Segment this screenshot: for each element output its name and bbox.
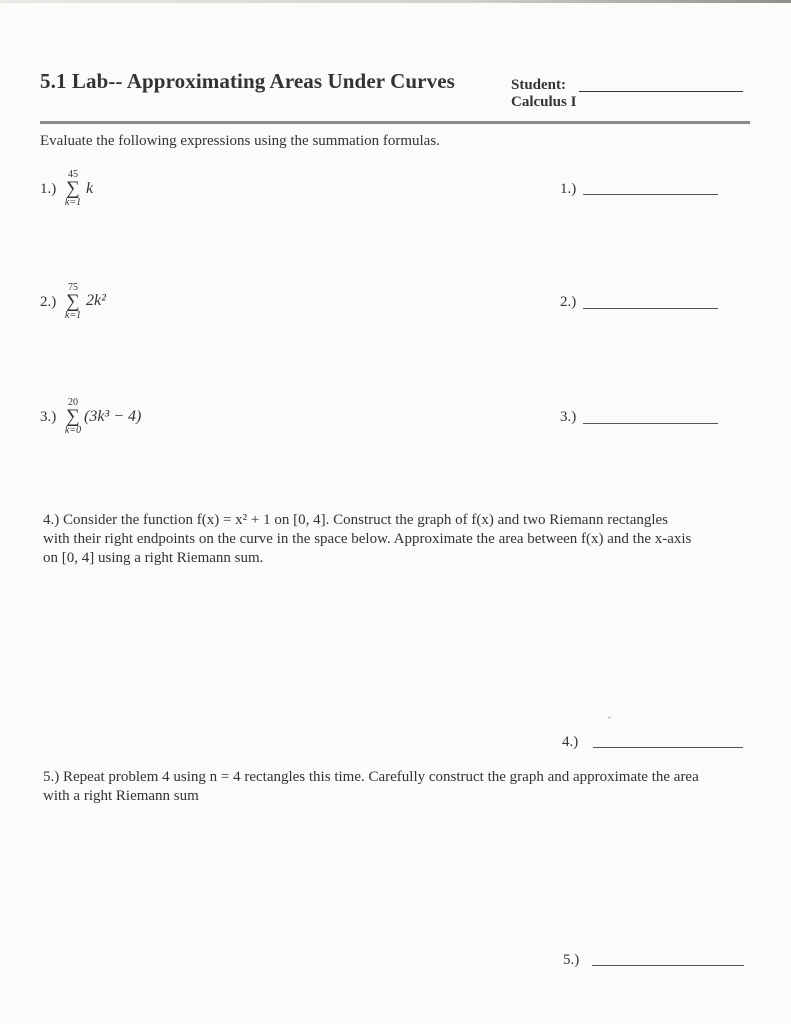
answer-1-label: 1.) [560,181,577,197]
problem-5-text [43,768,699,806]
problem-2-upper-limit: 75 [68,282,78,293]
problem-3-number: 3.) [40,409,57,425]
paper-speck [608,716,611,719]
problem-4-line-1: 4.) Consider the function f(x) = x² + 1 on [0, 4]. Construct the graph of f(x) and two Riemann rectangles [43,512,669,528]
page-title: 5.1 Lab-- Approximating Areas Under Curves [40,69,455,93]
answer-3-line[interactable] [583,423,718,424]
problem-1-upper-limit: 45 [68,169,78,180]
answer-1-line[interactable] [583,194,718,195]
answer-3-label: 3.) [560,409,577,425]
problem-1-number: 1.) [40,181,57,197]
problem-3-upper-limit: 20 [68,397,78,408]
problem-3-lower-limit: k=0 [64,425,82,436]
answer-2-line[interactable] [583,308,718,309]
problem-4-line-2: with their right endpoints on the curve in the space below. Approximate the area between f(x) and the x-axis [43,531,692,547]
problem-3-sigma [63,398,83,436]
sigma-icon: ∑ [66,291,80,312]
answer-4-line[interactable] [593,747,743,748]
sigma-icon: ∑ [66,178,80,199]
problem-5-line-2: with a right Riemann sum [43,788,199,804]
answer-5-line[interactable] [592,965,744,966]
problem-2-number: 2.) [40,294,57,310]
problem-2-summand: 2k² [86,292,106,309]
problem-1-summand: k [86,180,94,197]
student-name-line[interactable] [579,91,743,92]
course-name: Calculus I [511,94,577,110]
problem-4-text [43,511,691,568]
problem-1-sigma [63,170,83,208]
answer-2-label: 2.) [560,294,577,310]
problem-5-line-1: 5.) Repeat problem 4 using n = 4 rectangles this time. Carefully construct the graph and approximate the area [43,769,699,785]
problem-1-lower-limit: k=1 [64,197,82,208]
answer-5-label: 5.) [563,952,580,968]
problem-2-sigma [63,283,83,321]
student-label: Student: [511,77,567,93]
problem-2-lower-limit: k=1 [64,310,82,321]
top-edge-shadow [0,0,791,3]
header-divider [40,121,750,124]
instructions-text: Evaluate the following expressions using the summation formulas. [40,133,440,149]
sigma-icon: ∑ [66,406,80,427]
problem-4-line-3: on [0, 4] using a right Riemann sum. [43,550,264,566]
answer-4-label: 4.) [562,734,579,750]
problem-3-summand: (3k³ − 4) [84,408,142,425]
